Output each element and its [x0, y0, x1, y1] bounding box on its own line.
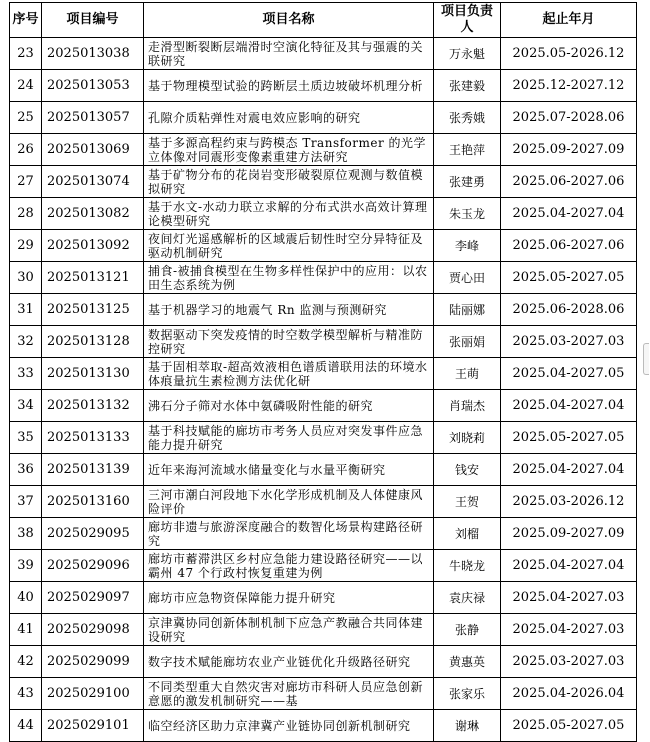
row-period: 2025.03-2026.12: [501, 486, 637, 518]
row-period: 2025.06-2028.06: [501, 294, 637, 326]
row-code: 2025013038: [42, 38, 144, 70]
row-code: 2025029098: [42, 614, 144, 646]
row-name: 基于科技赋能的廊坊市考务人员应对突发事件应急能力提升研究: [144, 422, 434, 454]
row-person: 张静: [434, 614, 501, 646]
row-period: 2025.04-2027.05: [501, 358, 637, 390]
row-seq: 31: [10, 294, 42, 326]
row-person: 袁庆禄: [434, 582, 501, 614]
row-person: 谢琳: [434, 710, 501, 742]
row-period: 2025.06-2027.06: [501, 230, 637, 262]
row-code: 2025013130: [42, 358, 144, 390]
row-person: 刘榴: [434, 518, 501, 550]
row-seq: 25: [10, 102, 42, 134]
row-seq: 30: [10, 262, 42, 294]
row-name: 不同类型重大自然灾害对廊坊市科研人员应急创新意愿的激发机制研究——基: [144, 678, 434, 710]
row-period: 2025.09-2027.09: [501, 518, 637, 550]
row-person: 张家乐: [434, 678, 501, 710]
row-person: 王艳萍: [434, 134, 501, 166]
row-code: 2025013092: [42, 230, 144, 262]
table-row: [10, 422, 637, 454]
row-seq: 28: [10, 198, 42, 230]
table-header-row: [10, 3, 637, 38]
row-seq: 27: [10, 166, 42, 198]
row-code: 2025013074: [42, 166, 144, 198]
row-code: 2025013125: [42, 294, 144, 326]
table-row: [10, 614, 637, 646]
row-name: 基于水文-水动力联立求解的分布式洪水高效计算理论模型研究: [144, 198, 434, 230]
row-code: 2025029096: [42, 550, 144, 582]
row-person: 王贺: [434, 486, 501, 518]
table-row: [10, 102, 637, 134]
table-row: [10, 678, 637, 710]
row-period: 2025.04-2027.03: [501, 614, 637, 646]
table-row: [10, 198, 637, 230]
row-seq: 26: [10, 134, 42, 166]
row-seq: 32: [10, 326, 42, 358]
row-period: 2025.04-2027.04: [501, 390, 637, 422]
row-person: 朱玉龙: [434, 198, 501, 230]
row-person: 牛晓龙: [434, 550, 501, 582]
row-code: 2025013053: [42, 70, 144, 102]
row-name: 近年来海河流域水储量变化与水量平衡研究: [144, 454, 434, 486]
row-code: 2025013121: [42, 262, 144, 294]
row-code: 2025029097: [42, 582, 144, 614]
table-row: [10, 326, 637, 358]
row-name: 数据驱动下突发疫情的时空数学模型解析与精准防控研究: [144, 326, 434, 358]
row-seq: 37: [10, 486, 42, 518]
row-name: 基于矿物分布的花岗岩变形破裂原位观测与数值模拟研究: [144, 166, 434, 198]
header-person: 项目负责人: [434, 3, 501, 38]
row-code: 2025029099: [42, 646, 144, 678]
row-code: 2025013069: [42, 134, 144, 166]
row-code: 2025013128: [42, 326, 144, 358]
row-name: 三河市潮白河段地下水化学形成机制及人体健康风险评价: [144, 486, 434, 518]
row-period: 2025.04-2027.03: [501, 582, 637, 614]
row-code: 2025029095: [42, 518, 144, 550]
row-period: 2025.03-2027.03: [501, 326, 637, 358]
table-body: [10, 38, 637, 742]
row-code: 2025029100: [42, 678, 144, 710]
table-row: [10, 294, 637, 326]
row-name: 廊坊非遗与旅游深度融合的数智化场景构建路径研究: [144, 518, 434, 550]
table-row: [10, 710, 637, 742]
row-code: 2025029101: [42, 710, 144, 742]
row-period: 2025.04-2027.04: [501, 454, 637, 486]
table-row: [10, 38, 637, 70]
row-person: 贾心田: [434, 262, 501, 294]
row-person: 万永魁: [434, 38, 501, 70]
row-seq: 23: [10, 38, 42, 70]
row-person: 钱安: [434, 454, 501, 486]
row-period: 2025.12-2027.12: [501, 70, 637, 102]
row-code: 2025013139: [42, 454, 144, 486]
row-seq: 33: [10, 358, 42, 390]
table-row: [10, 390, 637, 422]
row-period: 2025.03-2027.03: [501, 646, 637, 678]
row-seq: 29: [10, 230, 42, 262]
row-code: 2025013133: [42, 422, 144, 454]
row-seq: 24: [10, 70, 42, 102]
row-seq: 44: [10, 710, 42, 742]
header-period: 起止年月: [501, 3, 637, 38]
row-person: 张丽娟: [434, 326, 501, 358]
row-code: 2025013082: [42, 198, 144, 230]
row-seq: 40: [10, 582, 42, 614]
row-period: 2025.04-2027.04: [501, 198, 637, 230]
row-seq: 39: [10, 550, 42, 582]
row-name: 临空经济区助力京津冀产业链协同创新机制研究: [144, 710, 434, 742]
row-name: 廊坊市蓄滞洪区乡村应急能力建设路径研究——以霸州 47 个行政村恢复重建为例: [144, 550, 434, 582]
row-period: 2025.05-2027.05: [501, 422, 637, 454]
row-name: 基于固相萃取-超高效液相色谱质谱联用法的环境水体痕量抗生素检测方法优化研: [144, 358, 434, 390]
row-person: 肖瑞杰: [434, 390, 501, 422]
table-row: [10, 262, 637, 294]
row-period: 2025.05-2026.12: [501, 38, 637, 70]
table-row: [10, 358, 637, 390]
row-period: 2025.04-2026.04: [501, 678, 637, 710]
table-row: [10, 518, 637, 550]
row-period: 2025.07-2028.06: [501, 102, 637, 134]
row-seq: 34: [10, 390, 42, 422]
row-name: 廊坊市应急物资保障能力提升研究: [144, 582, 434, 614]
table-row: [10, 230, 637, 262]
row-person: 刘晓莉: [434, 422, 501, 454]
row-person: 王萌: [434, 358, 501, 390]
header-name: 项目名称: [144, 3, 434, 38]
table-row: [10, 134, 637, 166]
row-code: 2025013057: [42, 102, 144, 134]
row-period: 2025.06-2027.06: [501, 166, 637, 198]
row-period: 2025.05-2027.05: [501, 710, 637, 742]
row-code: 2025013160: [42, 486, 144, 518]
row-name: 孔隙介质粘弹性对震电效应影响的研究: [144, 102, 434, 134]
row-period: 2025.05-2027.05: [501, 262, 637, 294]
project-table: [9, 2, 637, 742]
scrollbar-handle[interactable]: [643, 343, 649, 375]
table-row: [10, 582, 637, 614]
table-row: [10, 486, 637, 518]
row-person: 张建毅: [434, 70, 501, 102]
row-seq: 38: [10, 518, 42, 550]
table-row: [10, 70, 637, 102]
table-row: [10, 550, 637, 582]
row-name: 基于物理模型试验的跨断层土质边坡破坏机理分析: [144, 70, 434, 102]
row-seq: 35: [10, 422, 42, 454]
row-person: 张秀娥: [434, 102, 501, 134]
row-name: 京津冀协同创新体制机制下应急产教融合共同体建设研究: [144, 614, 434, 646]
table-row: [10, 646, 637, 678]
row-person: 张建勇: [434, 166, 501, 198]
header-code: 项目编号: [42, 3, 144, 38]
row-person: 陆丽娜: [434, 294, 501, 326]
row-name: 基于多源高程约束与跨模态 Transformer 的光学立体像对同震形变像素重建方法研究: [144, 134, 434, 166]
row-seq: 43: [10, 678, 42, 710]
row-name: 沸石分子筛对水体中氨磷吸附性能的研究: [144, 390, 434, 422]
row-name: 捕食-被捕食模型在生物多样性保护中的应用：以农田生态系统为例: [144, 262, 434, 294]
row-person: 李峰: [434, 230, 501, 262]
header-seq: 序号: [10, 3, 42, 38]
table-row: [10, 454, 637, 486]
row-name: 数字技术赋能廊坊农业产业链优化升级路径研究: [144, 646, 434, 678]
row-seq: 42: [10, 646, 42, 678]
row-name: 走滑型断裂断层端滑时空演化特征及其与强震的关联研究: [144, 38, 434, 70]
table-row: [10, 166, 637, 198]
row-seq: 41: [10, 614, 42, 646]
row-code: 2025013132: [42, 390, 144, 422]
row-period: 2025.04-2027.04: [501, 550, 637, 582]
row-name: 基于机器学习的地震气 Rn 监测与预测研究: [144, 294, 434, 326]
row-person: 黄惠英: [434, 646, 501, 678]
row-name: 夜间灯光遥感解析的区域震后韧性时空分异特征及驱动机制研究: [144, 230, 434, 262]
row-period: 2025.09-2027.09: [501, 134, 637, 166]
row-seq: 36: [10, 454, 42, 486]
